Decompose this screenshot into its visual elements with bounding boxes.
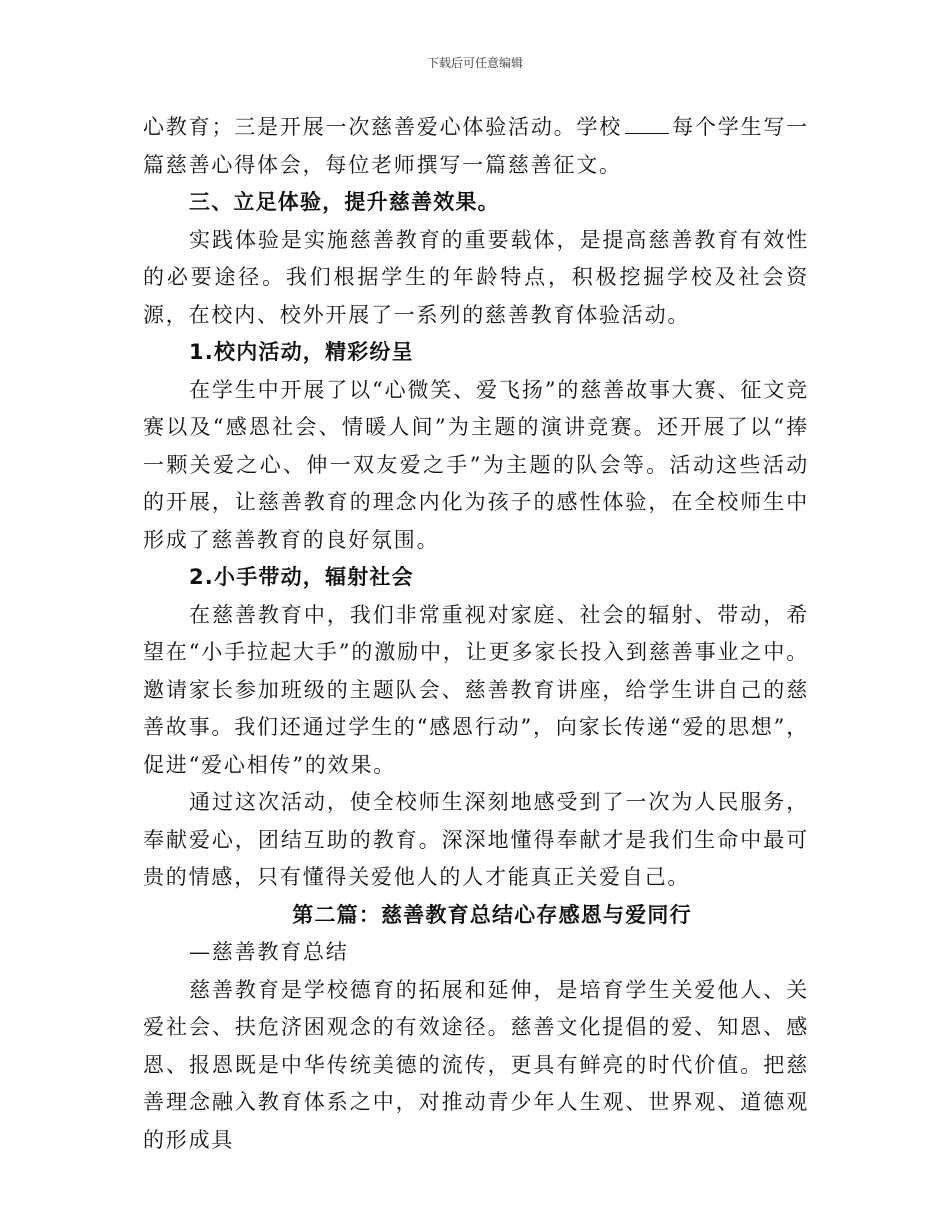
section-heading-3: 三、立足体验，提升慈善效果。: [189, 190, 500, 214]
fill-in-blank: [625, 115, 669, 134]
subsection-heading-2: 2.小手带动，辐射社会: [189, 565, 414, 589]
document-body: [143, 109, 809, 1159]
paragraph: 慈善教育是学校德育的拓展和延伸，是培育学生关爱他人、关爱社会、扶危济困观念的有效途径。慈善文化提倡的爱、知恩、感恩、报恩既是中华传统美德的流传，更具有鲜亮的时代价值。把慈善理念融入教育体系之中，对推动青少年人生观、世界观、道德观的形成具: [143, 977, 809, 1152]
subtitle: —慈善教育总结: [189, 940, 349, 964]
paragraph: 通过这次活动，使全校师生深刻地感受到了一次为人民服务，奉献爱心，团结互助的教育。深深地懂得奉献才是我们生命中最可贵的情感，只有懂得关爱他人的人才能真正关爱自己。: [143, 790, 809, 889]
paragraph: 在慈善教育中，我们非常重视对家庭、社会的辐射、带动，希望在“小手拉起大手”的激励中，让更多家长投入到慈善事业之中。邀请家长参加班级的主题队会、慈善教育讲座，给学生讲自己的慈善故事。我们还通过学生的“感恩行动”，向家长传递“爱的思想”，促进“爱心相传”的效果。: [143, 602, 809, 777]
paragraph: 实践体验是实施慈善教育的重要载体，是提高慈善教育有效性的必要途径。我们根据学生的年龄特点，积极挖掘学校及社会资源，在校内、校外开展了一系列的慈善教育体验活动。: [143, 227, 809, 327]
paragraph-text: 心教育；三是开展一次慈善爱心体验活动。学校: [143, 115, 623, 139]
chapter-title: 第二篇：慈善教育总结心存感恩与爱同行: [292, 902, 692, 927]
subsection-heading-1: 1.校内活动，精彩纷呈: [189, 340, 414, 364]
paragraph: 在学生中开展了以“心微笑、爱飞扬”的慈善故事大赛、征文竞赛以及“感恩社会、情暖人间”为主题的演讲竞赛。还开展了以“捧一颗关爱之心、伸一双友爱之手”为主题的队会等。活动这些活动的开展，让慈善教育的理念内化为孩子的感性体验，在全校师生中形成了慈善教育的良好氛围。: [143, 377, 809, 552]
page-header: 下载后可任意编辑: [426, 56, 523, 70]
paragraph-text: 每个学生写一篇慈善心得体会，每位老师撰写一篇慈善征文。: [143, 115, 809, 177]
paragraph-continuation: [143, 109, 809, 184]
